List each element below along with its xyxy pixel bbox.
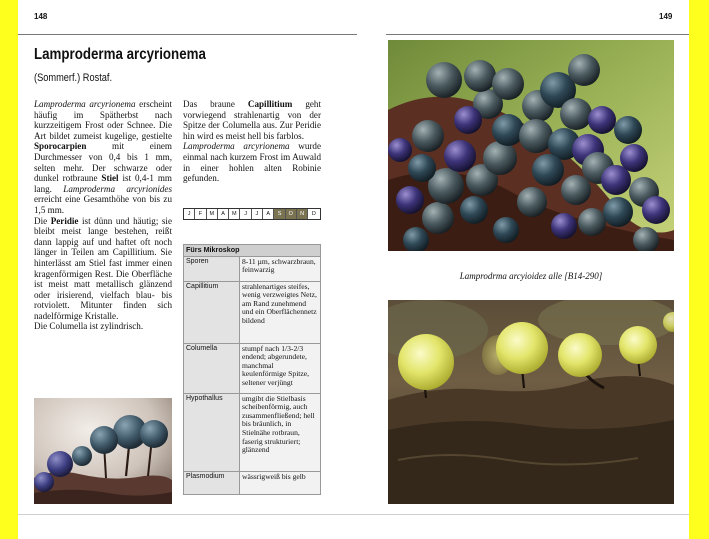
footer-rule [18, 514, 689, 515]
row-value: wässrigweiß bis gelb [240, 471, 321, 494]
calendar-month: M [229, 209, 240, 219]
page-number-right: 149 [659, 12, 673, 21]
species-name-inline: Lamproderma arcyrionema [34, 99, 136, 109]
table-row [184, 471, 321, 494]
microscope-heading: Fürs Mikroskop [184, 245, 321, 257]
calendar-month: M [207, 209, 218, 219]
page-number-left: 148 [34, 12, 48, 21]
header-rule-left [18, 34, 357, 35]
species-name-inline-2: Lamproderma arcyrionides [63, 183, 172, 194]
row-key: Sporen [184, 256, 240, 281]
peridie-text: Die [34, 215, 51, 226]
left-page-edge [0, 0, 18, 539]
calendar-month: A [263, 209, 274, 219]
calendar-month: J [252, 209, 263, 219]
photo-small-sporocarps [34, 398, 172, 504]
row-key: Capillitium [184, 281, 240, 343]
intro-text-3: ist 0,4-1 mm lang. [34, 173, 172, 194]
species-title: Lamproderma arcyrionema [34, 46, 206, 63]
capillitium-text-2: geht vorwiegend strahlenartig von der Spitze der Columella aus. Zur Peridie hin wird es meist hell bis farblos. [183, 99, 321, 141]
columella-paragraph: Die Columella ist zylindrisch. [34, 321, 144, 332]
calendar-month: N [297, 209, 308, 219]
calendar-month: A [218, 209, 229, 219]
capillitium-text: Das braune [183, 99, 248, 109]
table-row [184, 343, 321, 393]
intro-text: erscheint häufig im Spätherbst nach kurzzeitigem Frost oder Schnee. Die Art bildet zumeist kugelige, gestielte [34, 99, 172, 141]
text-column-1 [34, 99, 172, 332]
phenology-calendar [183, 208, 321, 220]
row-value: umgibt die Stielbasis scheibenförmig, auch zusammenfließend; hell bis bräunlich, in Stielnähe rotbraun, faserig strukturiert; glänzend [240, 393, 321, 471]
photo-yellow-sporocarps [388, 300, 674, 504]
species-author: (Sommerf.) Rostaf. [34, 72, 113, 84]
row-key: Columella [184, 343, 240, 393]
peridie-text-2: ist dünn und häutig; sie bleibt meist lange bestehen, reißt dann lappig auf und haftet oft noch länger in Teilen am Capillitium. Sie hinterlässt am Stiel fast immer einen kragenförmigen Rest. Die Oberfläche ist meist matt metallisch glänzend oder irisierend, vielfach blau- bis rotviolett. Mitunter finden sich nadelförmige Kristalle. [34, 215, 172, 321]
microscope-table [183, 244, 321, 495]
peridie-paragraph [34, 216, 172, 322]
header-rule-right [386, 34, 689, 35]
row-value: stumpf nach 1/3-2/3 endend; abgerundete, manchmal keulenförmige Spitze, seltener verjüngt [240, 343, 321, 393]
term-peridie: Peridie [50, 215, 79, 226]
calendar-month: D [308, 209, 319, 219]
table-row [184, 393, 321, 471]
term-stiel: Stiel [101, 173, 119, 184]
fund-text: wurde einmal nach kurzem Frost im Auwald in einer hohlen alten Robinie gefunden. [183, 141, 322, 184]
calendar-month: F [195, 209, 206, 219]
text-column-2 [183, 99, 321, 184]
intro-text-2: mit einem Durchmesser von 0,4 bis 1 mm, selten mehr. Der schwarze oder dunkel rotbraune [34, 141, 172, 184]
term-sporocarpien: Sporocarpien [34, 141, 87, 152]
table-row [184, 256, 321, 281]
calendar-month: J [184, 209, 195, 219]
fund-paragraph [183, 141, 321, 183]
row-value: 8-11 µm, schwarzbraun, feinwarzig [240, 256, 321, 281]
right-page-edge [689, 0, 709, 539]
table-row [184, 281, 321, 343]
photo-caption: Lamprodrma arcyioidez alle [B14-290] [459, 271, 603, 281]
row-key: Hypothallus [184, 393, 240, 471]
calendar-month: O [286, 209, 297, 219]
calendar-month: J [240, 209, 251, 219]
species-name-inline-3: Lamproderma arcyrionema [183, 141, 290, 152]
row-key: Plasmodium [184, 471, 240, 494]
calendar-month: S [274, 209, 285, 219]
row-value: strahlenartiges steifes, wenig verzweigtes Netz, am Rand zunehmend und ein Oberflächennetz bildend [240, 281, 321, 343]
intro-text-4: erreicht eine Gesamthöhe von bis zu 1,5 mm. [34, 194, 172, 215]
capillitium-paragraph [183, 99, 321, 141]
photo-sporocarp-cluster [388, 40, 674, 251]
intro-paragraph [34, 99, 172, 216]
term-capillitium: Capillitium [247, 99, 293, 109]
